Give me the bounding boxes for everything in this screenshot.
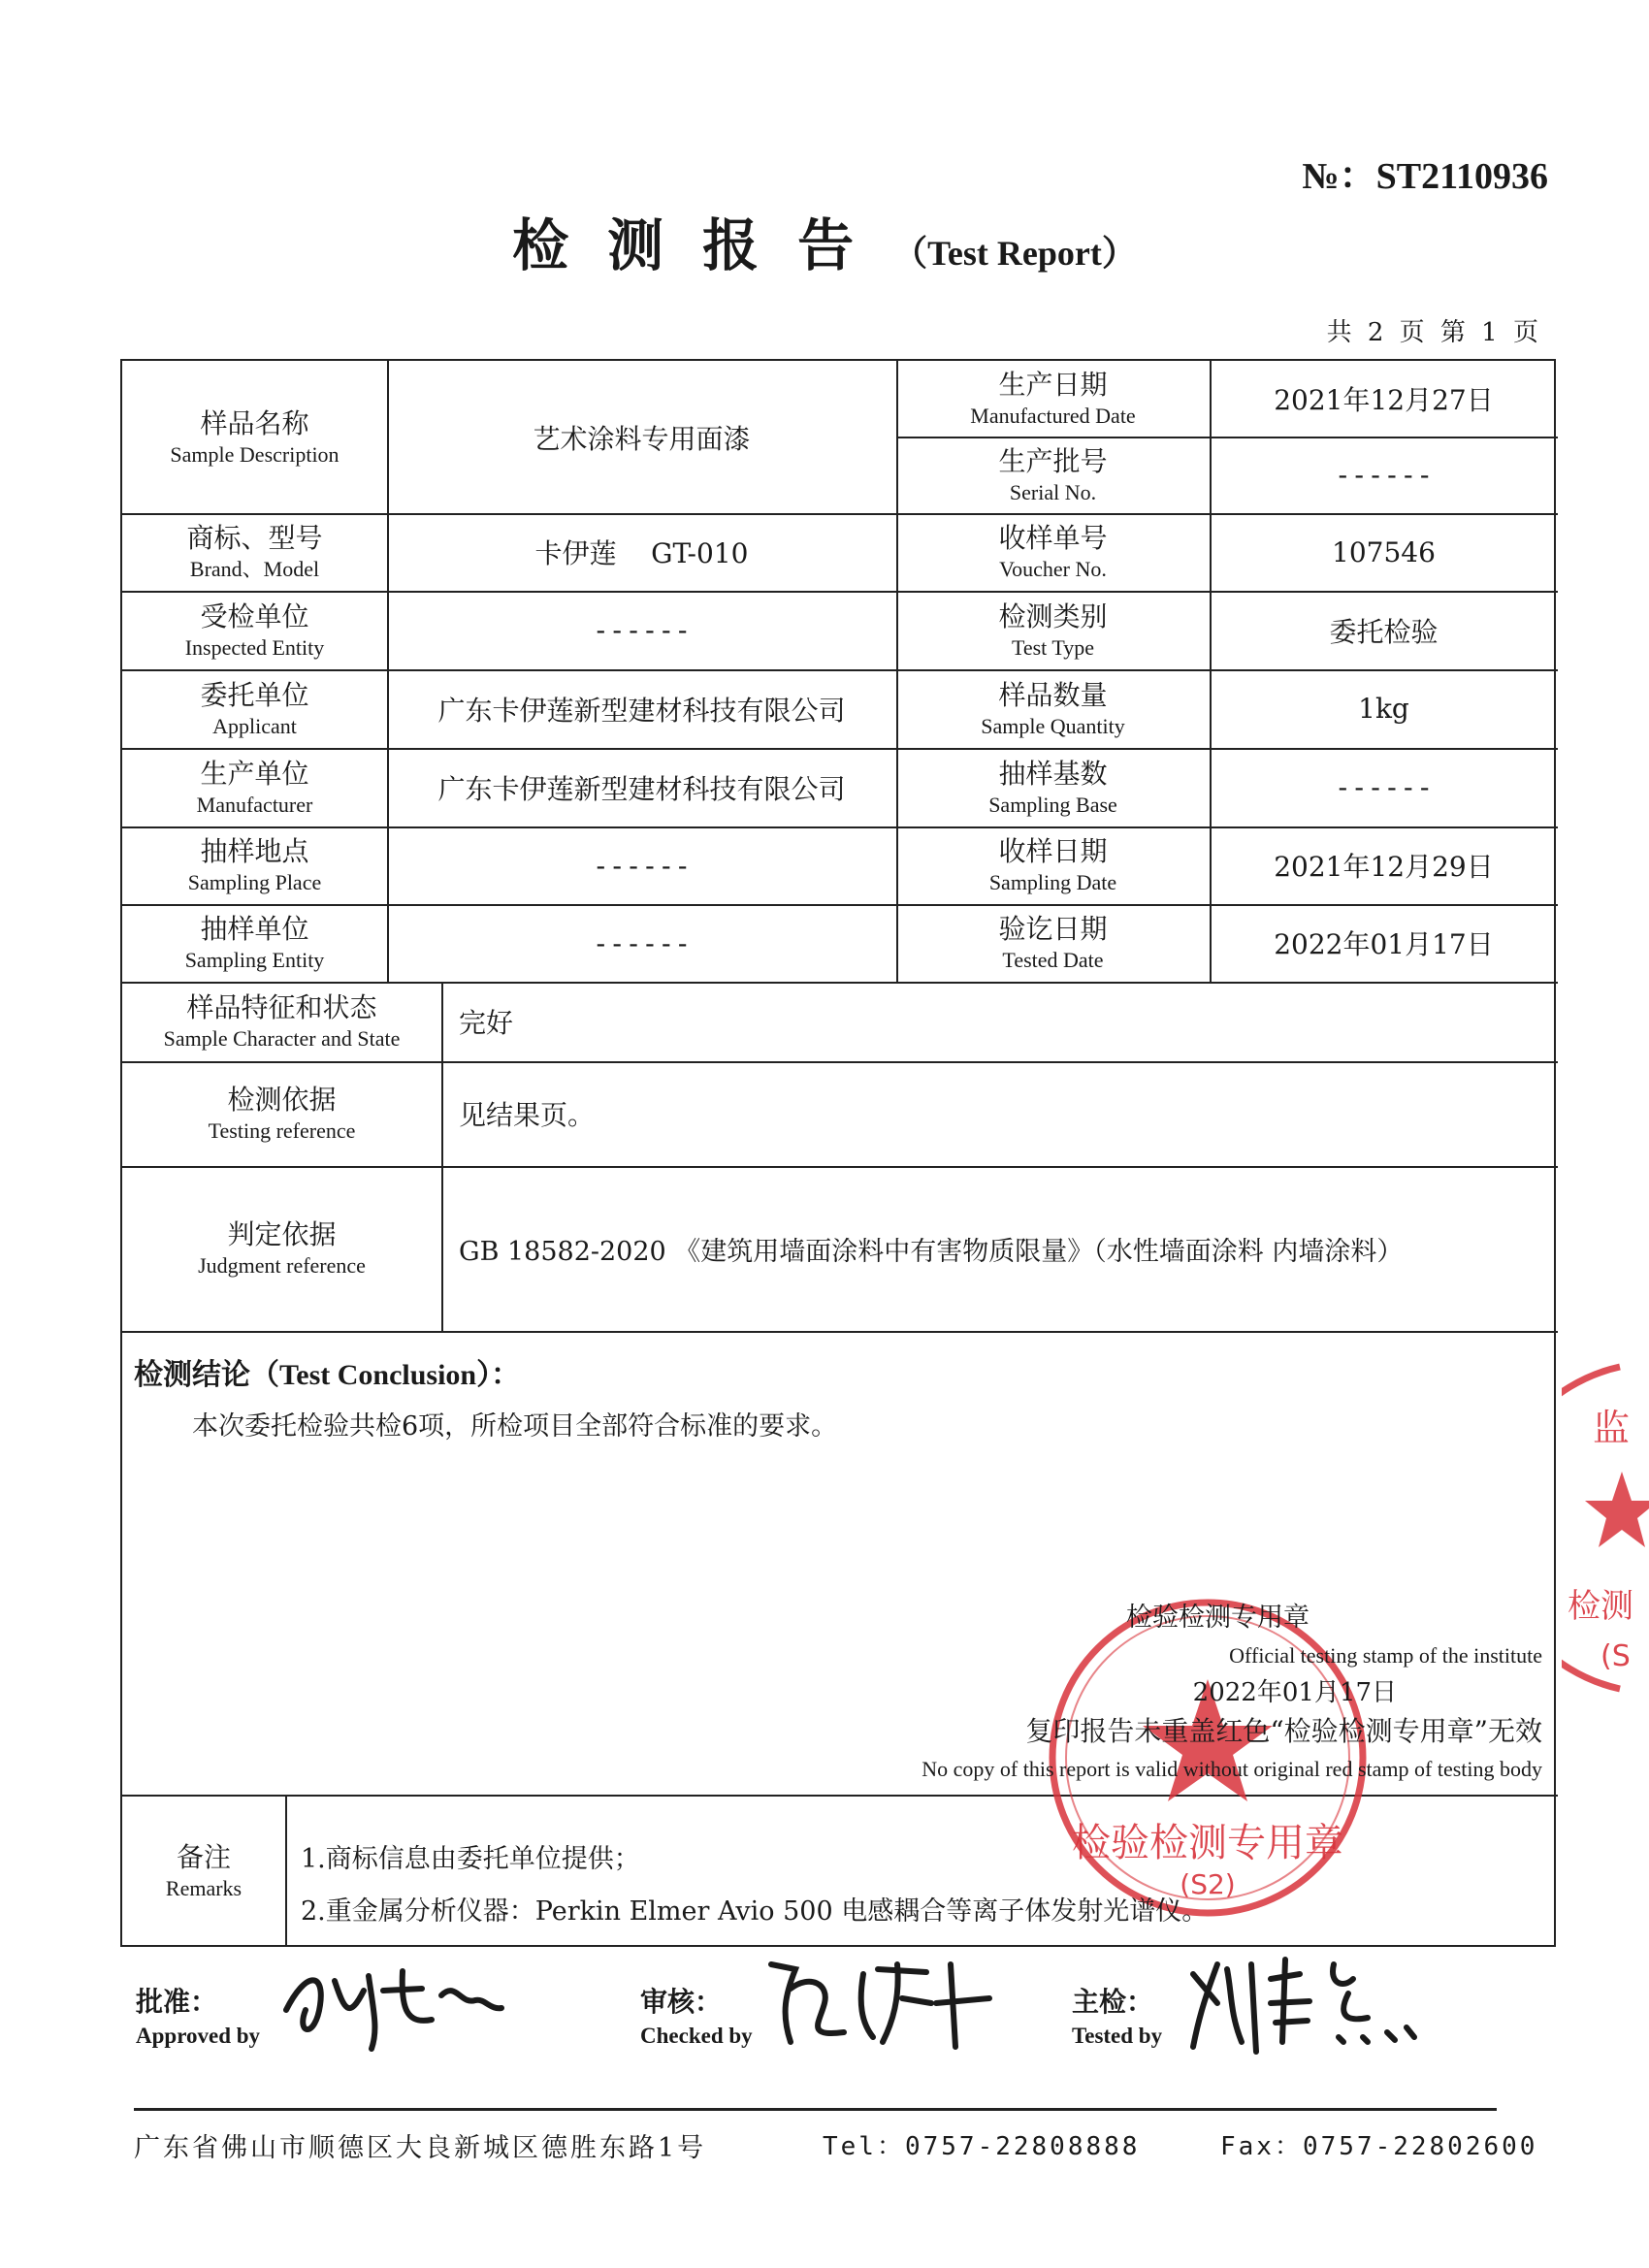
sample-quantity-value: 1kg (1358, 693, 1409, 725)
inspected-entity-value: ------ (592, 614, 692, 646)
manufacturer-value: 广东卡伊莲新型建材科技有限公司 (437, 772, 846, 805)
brand-model-label: 商标、型号 Brand、Model (186, 522, 323, 581)
sample-description-value: 艺术涂料专用面漆 (533, 422, 751, 455)
test-type-label: 检测类别 Test Type (998, 599, 1108, 660)
sampling-date-label: 收样日期 Sampling Date (988, 835, 1117, 894)
judgment-reference-label: 判定依据 Judgment reference (198, 1218, 366, 1278)
partial-seal-text: 监 (1593, 1407, 1631, 1449)
remark-item-1: 1.商标信息由委托单位提供； (301, 1844, 640, 1874)
approved-by-label: 批准： Approved by (136, 1986, 261, 2048)
sampling-entity-value: ------ (592, 926, 692, 959)
stamp-title-en: Official testing stamp of the institute (1229, 1643, 1542, 1668)
remarks-label: 备注 Remarks (165, 1840, 242, 1900)
sample-description-label: 样品名称 Sample Description (170, 406, 340, 467)
sample-state-value: 完好 (459, 1007, 514, 1039)
applicant-value: 广东卡伊莲新型建材科技有限公司 (437, 694, 846, 727)
voucher-no-value: 107546 (1332, 535, 1436, 568)
page-count: 共 2 页 第 1 页 (1326, 318, 1542, 347)
sampling-base-label: 抽样基数 Sampling Base (988, 757, 1117, 817)
testing-reference-label: 检测依据 Testing reference (208, 1084, 356, 1143)
inspected-entity-label: 受检单位 Inspected Entity (184, 599, 325, 660)
serial-no-value: ------ (1334, 459, 1434, 491)
partial-seal-icon (1562, 1363, 1649, 1693)
sample-state-label: 样品特征和状态 Sample Character and State (163, 991, 401, 1051)
footer-tel: Tel：0757-22808888 (823, 2132, 1141, 2161)
tested-signature-icon (1174, 1945, 1426, 2061)
conclusion-heading: 检测结论（Test Conclusion）： (134, 1359, 521, 1391)
report-number-label: №： (1302, 156, 1376, 197)
checked-signature-icon (757, 1945, 999, 2061)
approved-signature-icon (276, 1952, 509, 2058)
sampling-entity-label: 抽样单位 Sampling Entity (184, 913, 325, 972)
stamp-date: 2022年01月17日 (1192, 1678, 1397, 1707)
partial-seal-text-3: (S (1600, 1639, 1631, 1673)
sampling-date-value: 2021年12月29日 (1274, 851, 1494, 883)
judgment-reference-value: GB 18582-2020 《建筑用墙面涂料中有害物质限量》（水性墙面涂料 内墙涂料） (459, 1236, 1404, 1267)
sample-quantity-label: 样品数量 Sample Quantity (981, 678, 1125, 738)
seal-center-text: 检验检测专用章 (1072, 1821, 1343, 1865)
sampling-place-value: ------ (592, 849, 692, 882)
conclusion-text: 本次委托检验共检6项，所检项目全部符合标准的要求。 (192, 1411, 838, 1442)
report-title-en: （Test Report） (892, 234, 1137, 273)
copy-note-en: No copy of this report is valid without original red stamp of testing body (922, 1757, 1542, 1781)
voucher-no-label: 收样单号 Voucher No. (998, 522, 1108, 581)
sampling-base-value: ------ (1334, 771, 1434, 803)
report-title (0, 200, 1649, 281)
test-type-value: 委托检验 (1329, 615, 1439, 648)
partial-seal-text-2: 检测 (1568, 1587, 1633, 1626)
tested-date-value: 2022年01月17日 (1274, 928, 1494, 960)
sampling-place-label: 抽样地点 Sampling Place (187, 835, 322, 894)
stamp-text-block (922, 1599, 1542, 1788)
serial-no-label: 生产批号 Serial No. (998, 444, 1108, 504)
report-number (1302, 146, 1548, 199)
report-title-cn: 检测报告 (512, 212, 893, 278)
stamp-title-cn: 检验检测专用章 (1126, 1603, 1310, 1633)
remark-item-2: 2.重金属分析仪器：Perkin Elmer Avio 500 电感耦合等离子体发射光谱仪。 (301, 1896, 1209, 1927)
manufactured-date-value: 2021年12月27日 (1274, 384, 1494, 416)
copy-note-cn: 复印报告未重盖红色“检验检测专用章”无效 (1025, 1715, 1542, 1747)
manufactured-date-label: 生产日期 Manufactured Date (970, 369, 1136, 428)
footer-fax: Fax：0757-22802600 (1220, 2132, 1538, 2161)
footer-address: 广东省佛山市顺德区大良新城区德胜东路1号 (134, 2133, 707, 2163)
testing-reference-value: 见结果页。 (459, 1099, 596, 1131)
tested-date-label: 验讫日期 Tested Date (998, 913, 1108, 972)
applicant-label: 委托单位 Applicant (200, 678, 309, 738)
footer-divider (134, 2108, 1497, 2111)
report-number-value: ST2110936 (1375, 156, 1548, 197)
brand-model-value: 卡伊莲 GT-010 (534, 537, 749, 569)
manufacturer-label: 生产单位 Manufacturer (196, 757, 313, 817)
checked-by-label: 审核： Checked by (640, 1986, 753, 2048)
seal-code: (S2) (1180, 1868, 1236, 1900)
tested-by-label: 主检： Tested by (1072, 1986, 1163, 2048)
